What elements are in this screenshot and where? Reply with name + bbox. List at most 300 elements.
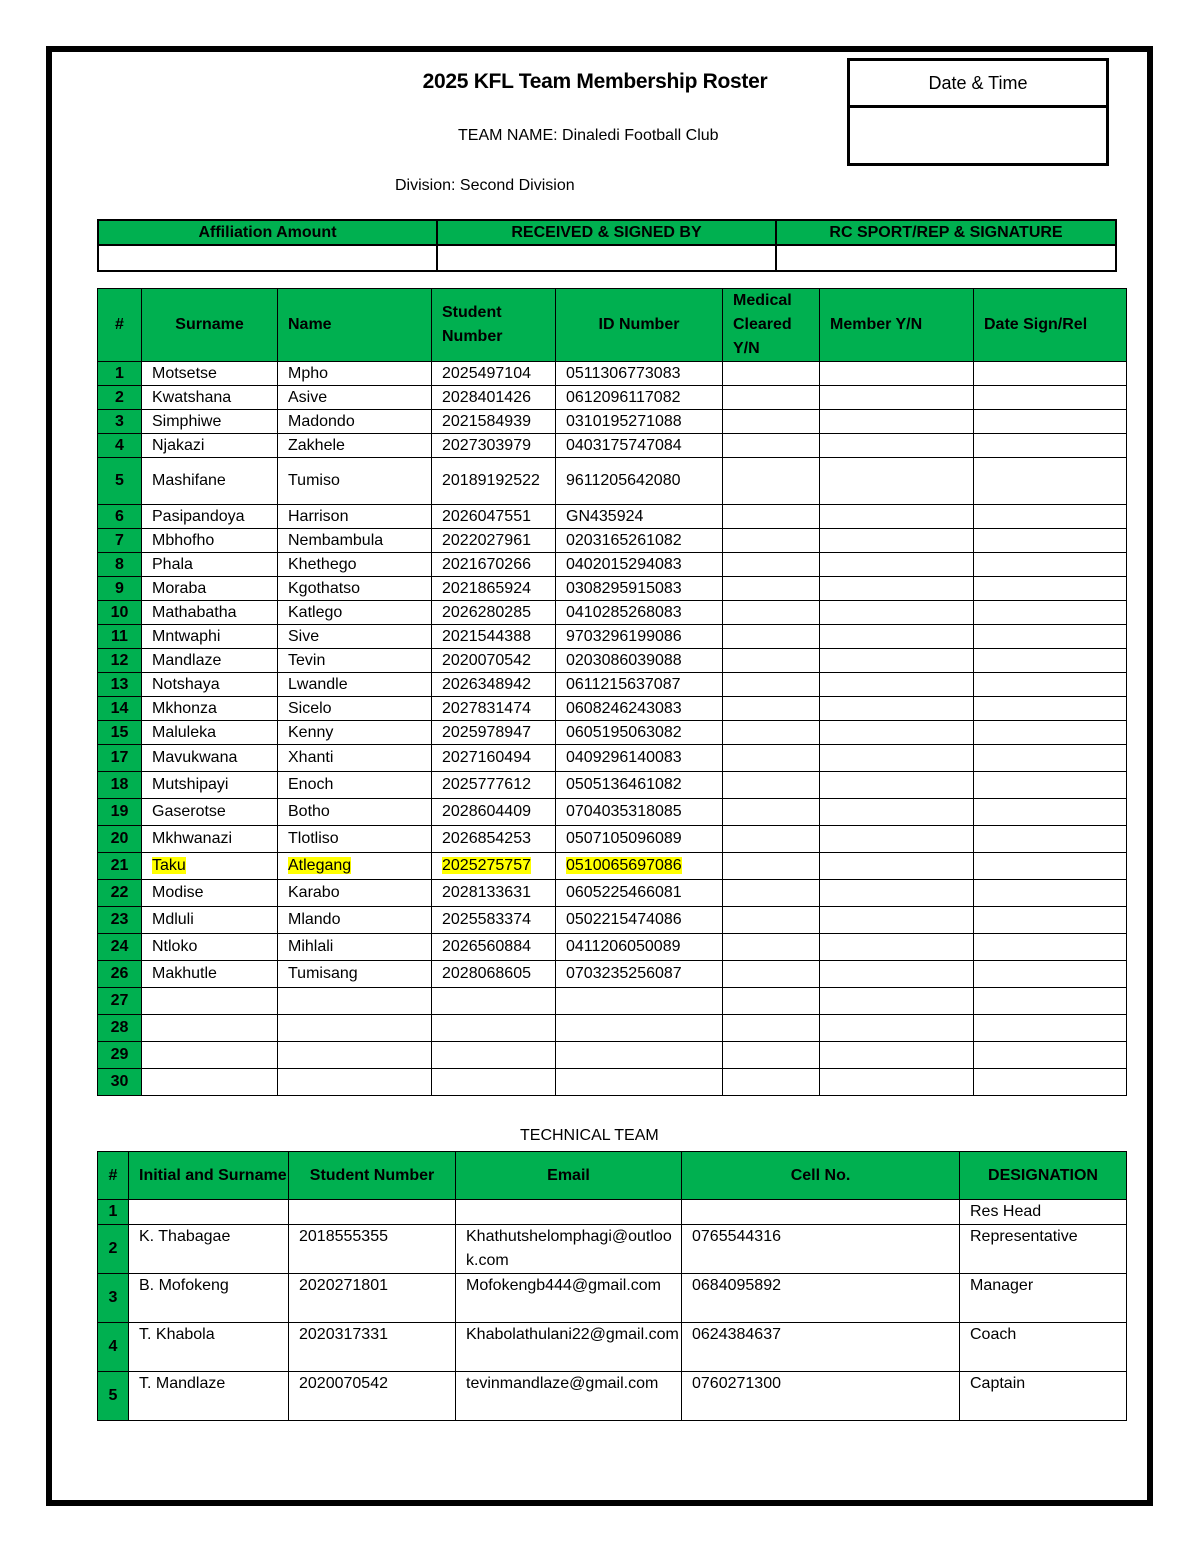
roster-student-number: 2026047551	[432, 505, 556, 529]
roster-date-sign-cell[interactable]	[974, 529, 1127, 553]
roster-medical-cell[interactable]	[723, 799, 820, 826]
tech-designation: Manager	[960, 1274, 1127, 1323]
table-row	[98, 1200, 1127, 1225]
roster-date-sign-cell[interactable]	[974, 410, 1127, 434]
table-row	[98, 853, 1127, 880]
roster-student-number	[432, 1042, 556, 1069]
roster-row-number: 10	[98, 601, 142, 625]
roster-id-number: 0402015294083	[556, 553, 723, 577]
roster-id-number: 0511306773083	[556, 362, 723, 386]
team-name: TEAM NAME: Dinaledi Football Club	[458, 127, 719, 144]
roster-member-cell[interactable]	[820, 853, 974, 880]
table-row	[98, 529, 1127, 553]
roster-name: Sive	[278, 625, 432, 649]
roster-name: Harrison	[278, 505, 432, 529]
roster-date-sign-cell[interactable]	[974, 601, 1127, 625]
roster-medical-cell[interactable]	[723, 907, 820, 934]
table-row	[98, 625, 1127, 649]
roster-row-number: 8	[98, 553, 142, 577]
roster-date-sign-cell[interactable]	[974, 625, 1127, 649]
tech-person: B. Mofokeng	[129, 1274, 289, 1323]
table-row	[98, 1372, 1127, 1421]
roster-student-number: 2025497104	[432, 362, 556, 386]
roster-id-number: 0203086039088	[556, 649, 723, 673]
roster-header-member: Member Y/N	[820, 289, 974, 362]
tech-header-designation: DESIGNATION	[960, 1152, 1127, 1200]
roster-name: Mihlali	[278, 934, 432, 961]
roster-student-number: 2026348942	[432, 673, 556, 697]
roster-student-number: 2026854253	[432, 826, 556, 853]
roster-surname: Moraba	[142, 577, 278, 601]
roster-date-sign-cell[interactable]	[974, 721, 1127, 745]
roster-id-number: 0703235256087	[556, 961, 723, 988]
roster-member-cell[interactable]	[820, 745, 974, 772]
roster-row-number: 24	[98, 934, 142, 961]
roster-student-number: 2026280285	[432, 601, 556, 625]
roster-student-number: 2021670266	[432, 553, 556, 577]
tech-person: T. Mandlaze	[129, 1372, 289, 1421]
roster-student-number: 2028401426	[432, 386, 556, 410]
roster-date-sign-cell[interactable]	[974, 745, 1127, 772]
roster-medical-cell[interactable]	[723, 458, 820, 505]
roster-student-number: 2026560884	[432, 934, 556, 961]
roster-header-surname: Surname	[142, 289, 278, 362]
roster-surname: Ntloko	[142, 934, 278, 961]
table-row	[98, 1069, 1127, 1096]
roster-name: Kgothatso	[278, 577, 432, 601]
roster-header-student-number: Student Number	[432, 289, 556, 362]
roster-surname: Gaserotse	[142, 799, 278, 826]
roster-date-sign-cell[interactable]	[974, 880, 1127, 907]
roster-student-number: 2027303979	[432, 434, 556, 458]
roster-date-sign-cell[interactable]	[974, 505, 1127, 529]
roster-id-number: 0704035318085	[556, 799, 723, 826]
tech-cell: 0624384637	[682, 1323, 960, 1372]
roster-row-number: 30	[98, 1069, 142, 1096]
roster-name: Mpho	[278, 362, 432, 386]
roster-row-number: 19	[98, 799, 142, 826]
roster-row-number: 12	[98, 649, 142, 673]
roster-medical-cell[interactable]	[723, 1069, 820, 1096]
roster-surname: Mathabatha	[142, 601, 278, 625]
affiliation-table	[97, 219, 1117, 272]
roster-member-cell[interactable]	[820, 1015, 974, 1042]
tech-person: K. Thabagae	[129, 1225, 289, 1274]
table-row	[98, 880, 1127, 907]
roster-row-number: 26	[98, 961, 142, 988]
roster-student-number	[432, 1015, 556, 1042]
roster-medical-cell[interactable]	[723, 961, 820, 988]
highlighted-text: 0510065697086	[566, 857, 682, 874]
roster-row-number: 23	[98, 907, 142, 934]
technical-team-label: TECHNICAL TEAM	[520, 1127, 659, 1144]
roster-member-cell[interactable]	[820, 386, 974, 410]
table-row	[98, 362, 1127, 386]
table-row	[98, 673, 1127, 697]
roster-student-number: 2021584939	[432, 410, 556, 434]
highlighted-text: 2025275757	[442, 857, 531, 874]
roster-name	[278, 1042, 432, 1069]
tech-person	[129, 1200, 289, 1225]
roster-id-number: 0605225466081	[556, 880, 723, 907]
roster-student-number: 2021544388	[432, 625, 556, 649]
roster-row-number: 20	[98, 826, 142, 853]
table-row	[98, 934, 1127, 961]
roster-member-cell[interactable]	[820, 880, 974, 907]
roster-id-number: 0411206050089	[556, 934, 723, 961]
roster-surname	[142, 853, 278, 880]
roster-surname	[142, 1015, 278, 1042]
table-row	[98, 1225, 1127, 1274]
roster-surname: Notshaya	[142, 673, 278, 697]
tech-row-number: 2	[98, 1225, 129, 1274]
roster-date-sign-cell[interactable]	[974, 577, 1127, 601]
tech-row-number: 4	[98, 1323, 129, 1372]
table-row	[98, 772, 1127, 799]
roster-medical-cell[interactable]	[723, 988, 820, 1015]
roster-id-number: 0403175747084	[556, 434, 723, 458]
roster-name	[278, 1069, 432, 1096]
roster-date-sign-cell[interactable]	[974, 772, 1127, 799]
roster-surname: Njakazi	[142, 434, 278, 458]
roster-member-cell[interactable]	[820, 625, 974, 649]
table-row	[98, 410, 1127, 434]
roster-student-number: 2021865924	[432, 577, 556, 601]
roster-name: Tlotliso	[278, 826, 432, 853]
table-row	[98, 799, 1127, 826]
roster-date-sign-cell[interactable]	[974, 362, 1127, 386]
highlighted-text: Taku	[152, 857, 186, 874]
page-title: 2025 KFL Team Membership Roster	[422, 70, 768, 93]
roster-id-number: 0612096117082	[556, 386, 723, 410]
roster-header-id-number: ID Number	[556, 289, 723, 362]
roster-student-number: 2028068605	[432, 961, 556, 988]
table-row	[98, 1323, 1127, 1372]
roster-name: Lwandle	[278, 673, 432, 697]
roster-student-number: 2025978947	[432, 721, 556, 745]
technical-team-table	[97, 1151, 1127, 1421]
roster-member-cell[interactable]	[820, 934, 974, 961]
roster-medical-cell[interactable]	[723, 434, 820, 458]
roster-id-number: 9703296199086	[556, 625, 723, 649]
roster-medical-cell[interactable]	[723, 505, 820, 529]
roster-member-cell[interactable]	[820, 1069, 974, 1096]
roster-row-number: 22	[98, 880, 142, 907]
roster-name: Madondo	[278, 410, 432, 434]
table-row	[98, 826, 1127, 853]
tech-designation: Representative	[960, 1225, 1127, 1274]
table-row	[98, 601, 1127, 625]
division: Division: Second Division	[395, 177, 575, 194]
tech-row-number: 3	[98, 1274, 129, 1323]
roster-id-number: GN435924	[556, 505, 723, 529]
roster-student-number: 2028604409	[432, 799, 556, 826]
roster-date-sign-cell[interactable]	[974, 907, 1127, 934]
table-row	[98, 961, 1127, 988]
roster-name: Tevin	[278, 649, 432, 673]
tech-email	[456, 1200, 682, 1225]
tech-row-number: 5	[98, 1372, 129, 1421]
roster-member-cell[interactable]	[820, 458, 974, 505]
table-row	[98, 505, 1127, 529]
roster-member-cell[interactable]	[820, 1042, 974, 1069]
tech-header-student-number: Student Number	[289, 1152, 456, 1200]
roster-student-number: 20189192522	[432, 458, 556, 505]
roster-surname: Phala	[142, 553, 278, 577]
roster-surname: Modise	[142, 880, 278, 907]
roster-student-number: 2027831474	[432, 697, 556, 721]
roster-date-sign-cell[interactable]	[974, 799, 1127, 826]
table-row	[98, 745, 1127, 772]
tech-designation: Res Head	[960, 1200, 1127, 1225]
table-row	[98, 697, 1127, 721]
roster-name: Kenny	[278, 721, 432, 745]
roster-name: Mlando	[278, 907, 432, 934]
roster-member-cell[interactable]	[820, 697, 974, 721]
roster-student-number	[432, 1069, 556, 1096]
table-row	[98, 577, 1127, 601]
table-row	[98, 553, 1127, 577]
roster-date-sign-cell[interactable]	[974, 961, 1127, 988]
roster-id-number: 0310195271088	[556, 410, 723, 434]
roster-name: Asive	[278, 386, 432, 410]
roster-medical-cell[interactable]	[723, 529, 820, 553]
roster-medical-cell[interactable]	[723, 553, 820, 577]
roster-member-cell[interactable]	[820, 826, 974, 853]
date-time-box	[847, 58, 1109, 166]
roster-medical-cell[interactable]	[723, 601, 820, 625]
roster-medical-cell[interactable]	[723, 697, 820, 721]
roster-surname: Kwatshana	[142, 386, 278, 410]
roster-id-number: 0409296140083	[556, 745, 723, 772]
roster-row-number: 14	[98, 697, 142, 721]
roster-date-sign-cell[interactable]	[974, 1015, 1127, 1042]
roster-date-sign-cell[interactable]	[974, 934, 1127, 961]
roster-row-number: 3	[98, 410, 142, 434]
roster-medical-cell[interactable]	[723, 673, 820, 697]
roster-surname: Mkhwanazi	[142, 826, 278, 853]
roster-surname: Simphiwe	[142, 410, 278, 434]
roster-date-sign-cell[interactable]	[974, 553, 1127, 577]
roster-header-date-sign: Date Sign/Rel	[974, 289, 1127, 362]
affiliation-received-cell[interactable]	[437, 245, 776, 271]
date-time-label: Date & Time	[850, 61, 1106, 108]
roster-medical-cell[interactable]	[723, 826, 820, 853]
tech-student-number: 2020317331	[289, 1323, 456, 1372]
roster-row-number: 28	[98, 1015, 142, 1042]
roster-member-cell[interactable]	[820, 988, 974, 1015]
roster-member-cell[interactable]	[820, 772, 974, 799]
roster-medical-cell[interactable]	[723, 934, 820, 961]
tech-header-number: #	[98, 1152, 129, 1200]
roster-medical-cell[interactable]	[723, 745, 820, 772]
roster-name: Khethego	[278, 553, 432, 577]
table-row	[98, 1274, 1127, 1323]
roster-member-cell[interactable]	[820, 529, 974, 553]
roster-medical-cell[interactable]	[723, 853, 820, 880]
tech-email: Mofokengb444@gmail.com	[456, 1274, 682, 1323]
tech-email: Khathutshelomphagi@outlook.com	[456, 1225, 682, 1274]
roster-row-number: 17	[98, 745, 142, 772]
roster-date-sign-cell[interactable]	[974, 988, 1127, 1015]
table-row	[98, 434, 1127, 458]
roster-row-number: 27	[98, 988, 142, 1015]
roster-name	[278, 1015, 432, 1042]
roster-member-cell[interactable]	[820, 434, 974, 458]
roster-id-number	[556, 1069, 723, 1096]
roster-student-number	[432, 988, 556, 1015]
roster-name: Zakhele	[278, 434, 432, 458]
roster-date-sign-cell[interactable]	[974, 1042, 1127, 1069]
roster-surname: Makhutle	[142, 961, 278, 988]
roster-medical-cell[interactable]	[723, 721, 820, 745]
roster-member-cell[interactable]	[820, 577, 974, 601]
roster-surname: Maluleka	[142, 721, 278, 745]
roster-student-number	[432, 853, 556, 880]
table-row	[98, 649, 1127, 673]
roster-member-cell[interactable]	[820, 799, 974, 826]
roster-surname: Mashifane	[142, 458, 278, 505]
roster-id-number: 0502215474086	[556, 907, 723, 934]
tech-cell	[682, 1200, 960, 1225]
table-row	[98, 1042, 1127, 1069]
affiliation-amount-cell[interactable]	[98, 245, 437, 271]
roster-date-sign-cell[interactable]	[974, 1069, 1127, 1096]
roster-name	[278, 853, 432, 880]
roster-surname: Mandlaze	[142, 649, 278, 673]
roster-medical-cell[interactable]	[723, 649, 820, 673]
roster-row-number: 7	[98, 529, 142, 553]
roster-member-cell[interactable]	[820, 907, 974, 934]
roster-surname: Mutshipayi	[142, 772, 278, 799]
roster-student-number: 2025583374	[432, 907, 556, 934]
table-row	[98, 458, 1127, 505]
affiliation-rc-sport-cell[interactable]	[776, 245, 1116, 271]
roster-surname	[142, 1069, 278, 1096]
roster-member-cell[interactable]	[820, 721, 974, 745]
tech-header-email: Email	[456, 1152, 682, 1200]
tech-header-cell: Cell No.	[682, 1152, 960, 1200]
roster-surname: Mbhofho	[142, 529, 278, 553]
roster-member-cell[interactable]	[820, 410, 974, 434]
affiliation-header-amount: Affiliation Amount	[98, 220, 437, 245]
roster-medical-cell[interactable]	[723, 386, 820, 410]
roster-surname: Pasipandoya	[142, 505, 278, 529]
highlighted-text: Atlegang	[288, 857, 352, 874]
roster-name: Botho	[278, 799, 432, 826]
tech-email: Khabolathulani22@gmail.com	[456, 1323, 682, 1372]
roster-member-cell[interactable]	[820, 362, 974, 386]
roster-name: Enoch	[278, 772, 432, 799]
tech-email: tevinmandlaze@gmail.com	[456, 1372, 682, 1421]
roster-id-number: 0507105096089	[556, 826, 723, 853]
roster-row-number: 18	[98, 772, 142, 799]
roster-surname: Motsetse	[142, 362, 278, 386]
roster-name: Tumiso	[278, 458, 432, 505]
roster-member-cell[interactable]	[820, 649, 974, 673]
roster-row-number: 15	[98, 721, 142, 745]
roster-header-number: #	[98, 289, 142, 362]
roster-id-number	[556, 1015, 723, 1042]
roster-id-number: 0611215637087	[556, 673, 723, 697]
roster-row-number: 21	[98, 853, 142, 880]
roster-row-number: 11	[98, 625, 142, 649]
roster-medical-cell[interactable]	[723, 1042, 820, 1069]
roster-student-number: 2022027961	[432, 529, 556, 553]
roster-row-number: 4	[98, 434, 142, 458]
roster-date-sign-cell[interactable]	[974, 434, 1127, 458]
tech-designation: Coach	[960, 1323, 1127, 1372]
tech-student-number	[289, 1200, 456, 1225]
roster-student-number: 2027160494	[432, 745, 556, 772]
roster-member-cell[interactable]	[820, 553, 974, 577]
roster-name	[278, 988, 432, 1015]
roster-date-sign-cell[interactable]	[974, 673, 1127, 697]
roster-member-cell[interactable]	[820, 961, 974, 988]
roster-table	[97, 288, 1127, 1096]
roster-date-sign-cell[interactable]	[974, 853, 1127, 880]
tech-row-number: 1	[98, 1200, 129, 1225]
tech-student-number: 2018555355	[289, 1225, 456, 1274]
table-row	[98, 721, 1127, 745]
roster-id-number: 0308295915083	[556, 577, 723, 601]
roster-row-number: 9	[98, 577, 142, 601]
roster-medical-cell[interactable]	[723, 577, 820, 601]
roster-header-name: Name	[278, 289, 432, 362]
roster-date-sign-cell[interactable]	[974, 697, 1127, 721]
roster-id-number: 0608246243083	[556, 697, 723, 721]
tech-designation: Captain	[960, 1372, 1127, 1421]
roster-row-number: 5	[98, 458, 142, 505]
tech-student-number: 2020271801	[289, 1274, 456, 1323]
roster-member-cell[interactable]	[820, 601, 974, 625]
roster-name: Xhanti	[278, 745, 432, 772]
table-row	[98, 386, 1127, 410]
roster-student-number: 2020070542	[432, 649, 556, 673]
tech-header-person: Initial and Surname	[129, 1152, 289, 1200]
roster-id-number	[556, 853, 723, 880]
tech-cell: 0760271300	[682, 1372, 960, 1421]
roster-date-sign-cell[interactable]	[974, 826, 1127, 853]
roster-date-sign-cell[interactable]	[974, 386, 1127, 410]
roster-surname: Mdluli	[142, 907, 278, 934]
roster-date-sign-cell[interactable]	[974, 458, 1127, 505]
roster-medical-cell[interactable]	[723, 362, 820, 386]
roster-id-number: 9611205642080	[556, 458, 723, 505]
roster-surname: Mkhonza	[142, 697, 278, 721]
roster-medical-cell[interactable]	[723, 410, 820, 434]
roster-row-number: 29	[98, 1042, 142, 1069]
roster-surname	[142, 988, 278, 1015]
roster-member-cell[interactable]	[820, 673, 974, 697]
affiliation-header-rc-sport: RC SPORT/REP & SIGNATURE	[776, 220, 1116, 245]
roster-id-number: 0505136461082	[556, 772, 723, 799]
roster-medical-cell[interactable]	[723, 1015, 820, 1042]
roster-name: Nembambula	[278, 529, 432, 553]
roster-medical-cell[interactable]	[723, 625, 820, 649]
roster-row-number: 6	[98, 505, 142, 529]
tech-cell: 0765544316	[682, 1225, 960, 1274]
roster-date-sign-cell[interactable]	[974, 649, 1127, 673]
roster-name: Karabo	[278, 880, 432, 907]
roster-id-number: 0203165261082	[556, 529, 723, 553]
roster-id-number	[556, 1042, 723, 1069]
tech-student-number: 2020070542	[289, 1372, 456, 1421]
roster-row-number: 13	[98, 673, 142, 697]
roster-medical-cell[interactable]	[723, 772, 820, 799]
roster-member-cell[interactable]	[820, 505, 974, 529]
roster-medical-cell[interactable]	[723, 880, 820, 907]
